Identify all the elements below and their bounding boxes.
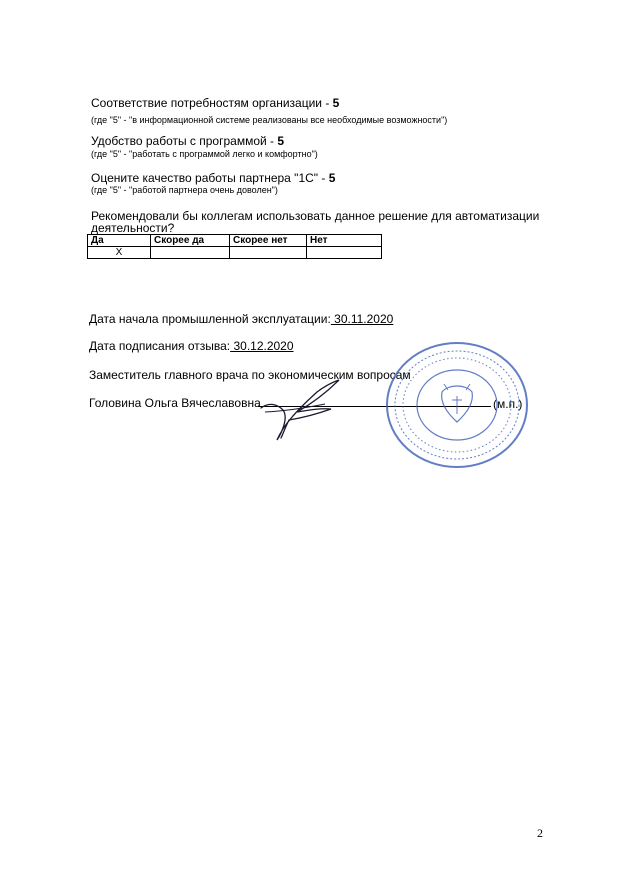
criterion-3-score: 5	[328, 171, 336, 185]
signature-underline-stroke	[265, 404, 325, 412]
official-stamp	[382, 340, 532, 470]
start-date	[89, 312, 393, 326]
col-yes: Да	[88, 235, 151, 247]
col-rather-yes: Скорее да	[151, 235, 230, 247]
recommend-table	[87, 234, 382, 259]
mark-no	[307, 247, 382, 259]
col-no: Нет	[307, 235, 382, 247]
sign-date-label: Дата подписания отзыва:	[89, 339, 231, 353]
criterion-2	[91, 134, 284, 148]
criterion-2-question: Удобство работы с программой -	[91, 134, 278, 148]
sign-date-value: 30.12.2020	[230, 339, 294, 353]
criterion-3-note: (где "5" - "работой партнера очень доволен")	[91, 185, 278, 195]
start-date-value: 30.11.2020	[330, 312, 394, 326]
criterion-3-question: Оцените качество работы партнера "1С" -	[91, 171, 329, 185]
sign-date	[89, 339, 294, 353]
criterion-1	[91, 96, 339, 110]
signature-stroke	[261, 380, 339, 440]
stamp-place-mark: (м.п.)	[493, 397, 523, 411]
page-number: 2	[537, 826, 543, 840]
criterion-2-note: (где "5" - "работать с программой легко и комфортно")	[91, 149, 318, 159]
stamp-emblem-detail	[444, 384, 470, 414]
criterion-3	[91, 171, 335, 185]
mark-rather-no	[230, 247, 307, 259]
signatory-name: Головина Ольга Вячеславовна	[89, 396, 261, 410]
recommend-table-header	[88, 235, 382, 247]
recommend-question	[91, 210, 539, 234]
handwritten-signature	[255, 378, 345, 444]
recommend-question-line2: деятельности?	[91, 221, 175, 235]
signatory-position: Заместитель главного врача по экономическим вопросам	[89, 368, 411, 382]
recommend-question-line1: Рекомендовали бы коллегам использовать данное решение для автоматизации	[91, 209, 540, 223]
col-rather-no: Скорее нет	[230, 235, 307, 247]
criterion-1-note: (где "5" - "в информационной системе реализованы все необходимые возможности")	[91, 115, 448, 125]
mark-rather-yes	[151, 247, 230, 259]
criterion-2-score: 5	[277, 134, 285, 148]
criterion-1-score: 5	[332, 96, 340, 110]
recommend-table-row	[88, 247, 382, 259]
criterion-1-question: Соответствие потребностям организации -	[91, 96, 333, 110]
mark-yes: X	[88, 247, 151, 259]
start-date-label: Дата начала промышленной эксплуатации:	[89, 312, 331, 326]
